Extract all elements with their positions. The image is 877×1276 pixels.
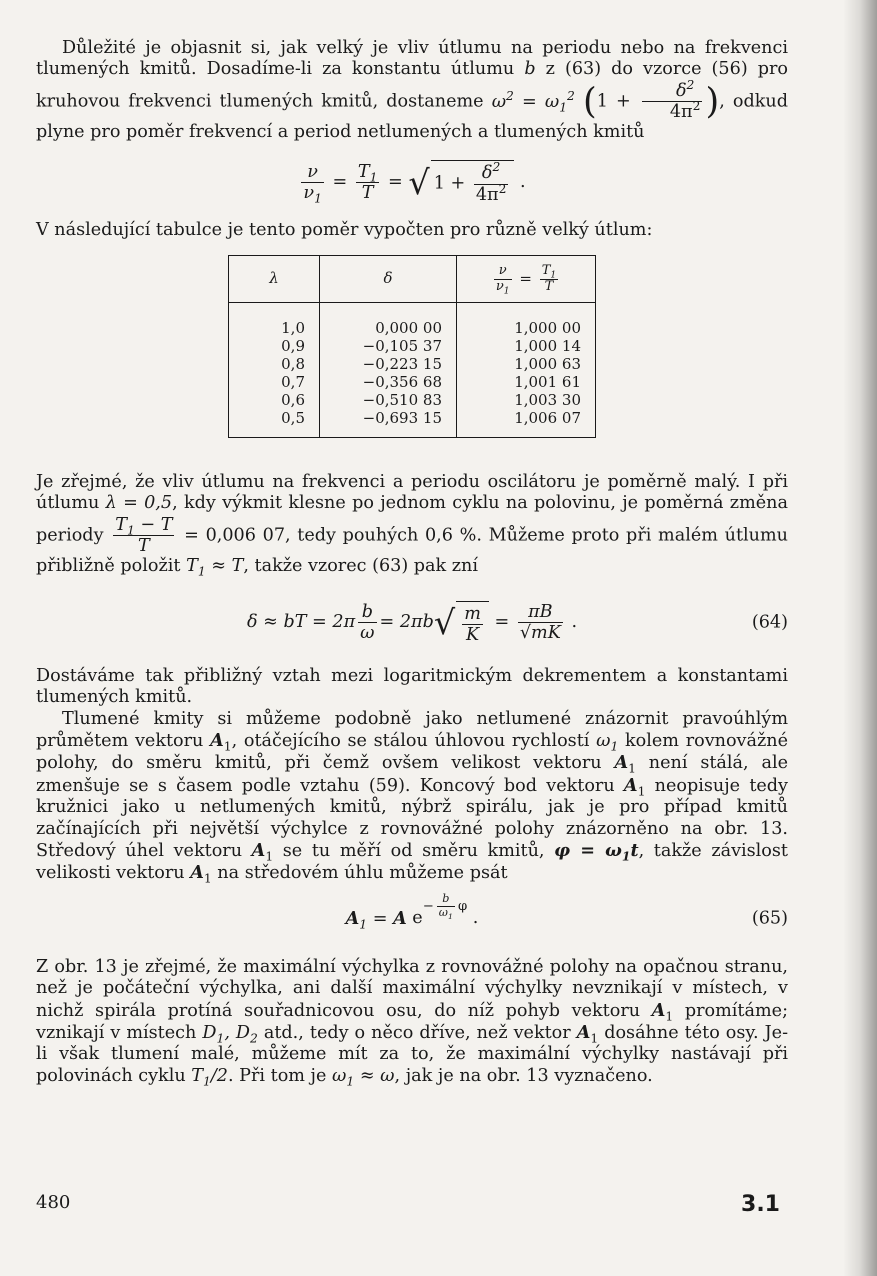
table-row: 0,8 −0,223 15 1,000 63 xyxy=(229,355,595,373)
table-row: 0,9 −0,105 37 1,000 14 xyxy=(229,337,595,355)
table-header-delta: δ xyxy=(320,256,457,303)
paragraph-4: Dostáváme tak přibližný vztah mezi logaritmickým dekrementem a konstantami tlumených kmitů. xyxy=(36,665,788,708)
table-header-ratio: $\frac{\nu}{\nu_1}$ = $\frac{T_1}{T}$ xyxy=(457,256,596,303)
page-footer xyxy=(36,1192,780,1217)
equation-number-65: (65) xyxy=(751,908,788,929)
paragraph-5: Tlumené kmity si můžeme podobně jako netlumené znázornit pravoúhlým průmětem vektoru $A_1$, otáčejícího se stálou úhlovou rychlostí $\omega_1$ kolem rovnovážné polohy, do směru kmitů, při čemž ovšem velikost vektoru $A_1$ není stálá, ale zmenšuje se s časem podle vztahu (59). Koncový bod vektoru $A_1$ neopisuje tedy kružnici jako u netlumených kmitů, nýbrž spirálu, jak je pro případ kmitů začínajících při největší výchylce z rovnovážné polohy znázorněno na obr. 13. Středový úhel vektoru $A_1$ se tu měří od směru kmitů, $\varphi = \omega_1t$, takže závislost velikosti vektoru $A_1$ na středovém úhlu můžeme psát xyxy=(36,708,789,886)
equation-ratio: $\frac{\nu}{\nu_1}$ = $\frac{T_1}{T}$ = √ 1 + $\frac{\delta^2}{4\pi^2}$ . xyxy=(303,160,526,206)
table-row: 1,0 0,000 00 1,000 00 xyxy=(229,319,595,337)
paragraph-2: V následující tabulce je tento poměr vypočten pro různě velký útlum: xyxy=(36,219,653,240)
paragraph-3: Je zřejmé, že vliv útlumu na frekvenci a periodu oscilátoru je poměrně malý. I při útlumu λ = 0,5, kdy výkmit klesne po jednom cyklu na polovinu, je poměrná změna periody $\frac{T_1 - T}{T}$ = 0,006 07, tedy pouhých 0,6 %. Můžeme proto při malém útlumu přibližně položit $T_1 \approx T$, takže vzorec (63) pak zní xyxy=(36,472,788,579)
table-header-lambda: λ xyxy=(229,256,320,303)
paragraph-1: Důležité je objasnit si, jak velký je vliv útlumu na periodu nebo na frekvenci tlumených kmitů. Dosadíme-li za konstantu útlumu b z (63) do vzorce (56) pro kruhovou frekvenci tlumených kmitů, dostaneme $\omega^2 = \omega_1^2$ (1 + $\frac{\delta^2}{4\pi^2}$ ), odkud plyne pro poměr frekvencí a period netlumených a tlumených kmitů xyxy=(36,38,789,143)
table-row: 0,7 −0,356 68 1,001 61 xyxy=(229,373,595,391)
equation-64: δ ≈ bT = 2π $\frac{b}{\omega}$ = 2πb √ $\frac{m}{K}$ = $\frac{\pi B}{√mK}$ . (64) xyxy=(246,602,788,645)
section-number: 3.1 xyxy=(741,1192,780,1217)
inline-formula-omega: $\omega^2 = \omega_1^2$ xyxy=(491,88,575,115)
paragraph-6: Z obr. 13 je zřejmé, že maximální výchylka z rovnovážné polohy na opačnou stranu, než je počáteční výchylka, ani další maximální výchylky nevznikají v místech, v nichž spirála protíná souřadnicovou osu, do níž pohyb vektoru $A_1$ promítáme; vznikají v místech $D_1$, $D_2$ atd., tedy o něco dříve, než vektor $A_1$ dosáhne této osy. Je-li však tlumení malé, můžeme mít za to, že maximální výchylky nastávají při polovinách cyklu $T_1/2$. Při tom je $\omega_1 \approx \omega$, jak je na obr. 13 vyznačeno. xyxy=(36,956,789,1089)
document-page xyxy=(36,38,788,1087)
table-row: 0,5 −0,693 15 1,006 07 xyxy=(229,409,595,427)
ratio-table xyxy=(228,255,596,438)
equation-65: $A_1 = A$ e $^{- \frac{b}{\omega_1} \varphi}$ . (65) xyxy=(345,892,788,932)
equation-number-64: (64) xyxy=(751,612,788,633)
table-row: 0,6 −0,510 83 1,003 30 xyxy=(229,391,595,409)
page-edge-shadow xyxy=(843,0,877,1276)
page-number: 480 xyxy=(36,1192,71,1213)
